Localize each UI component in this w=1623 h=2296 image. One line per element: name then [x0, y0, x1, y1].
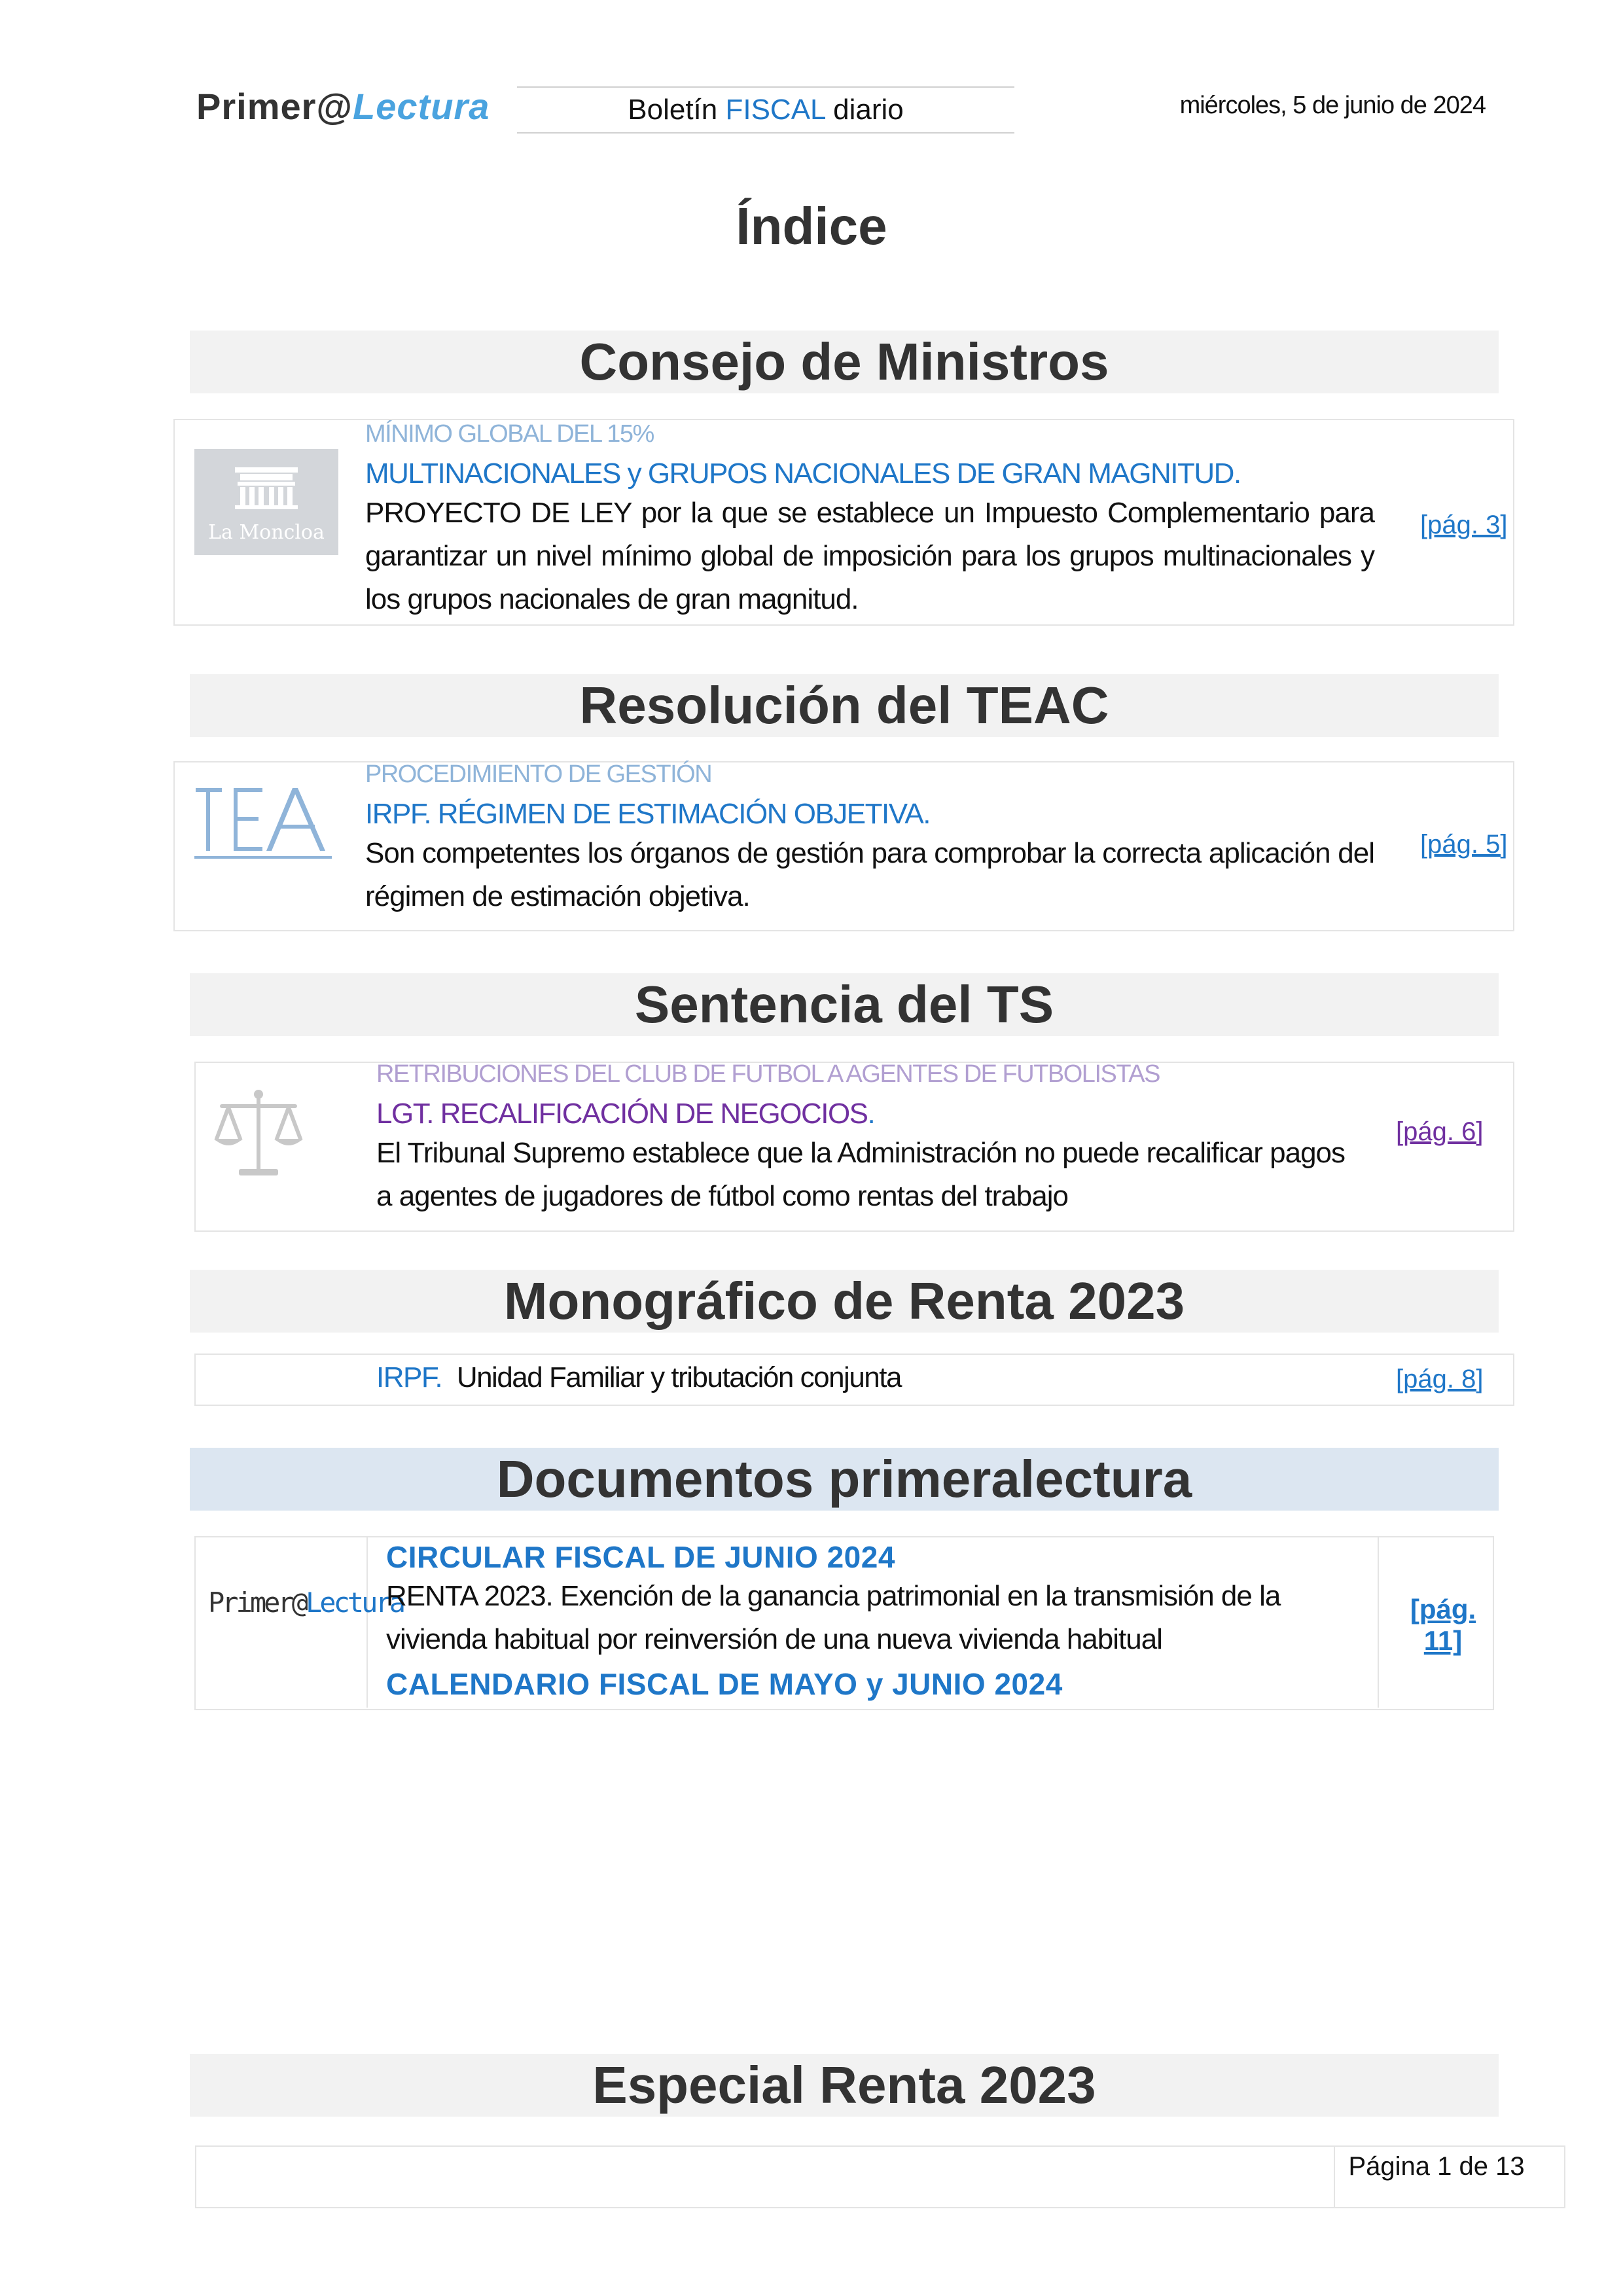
documentos-divider: [366, 1536, 368, 1708]
renta-text: Unidad Familiar y tributación conjunta: [456, 1361, 901, 1393]
scale-icon: [213, 1086, 304, 1185]
teac-kicker: PROCEDIMIENTO DE GESTIÓN: [365, 761, 712, 788]
section-title-consejo: Consejo de Ministros: [190, 331, 1499, 393]
calendario-link[interactable]: CALENDARIO FISCAL DE MAYO y JUNIO 2024: [386, 1667, 1063, 1701]
ts-body: El Tribunal Supremo establece que la Administración no puede recalificar pagos a agentes de jugadores de fútbol como rentas del trabajo: [376, 1137, 1346, 1212]
bulletin-accent: FISCAL: [725, 94, 825, 126]
renta-label[interactable]: IRPF.: [376, 1361, 442, 1393]
consejo-body: PROYECTO DE LEY por la que se establece un Impuesto Complementario para garantizar un nivel mínimo global de imposición para los grupos multinacionales y los grupos nacionales de gran magnitud.: [365, 497, 1374, 615]
ts-headline-end: .: [867, 1098, 875, 1130]
section-title-ts: Sentencia del TS: [190, 973, 1499, 1036]
page-title: Índice: [736, 197, 887, 255]
logo-part-primer: Primer@: [196, 86, 353, 127]
consejo-kicker: MÍNIMO GLOBAL DEL 15%: [365, 420, 654, 448]
teac-logo-icon: [194, 776, 332, 863]
ts-headline[interactable]: LGT. RECALIFICACIÓN DE NEGOCIOS: [376, 1098, 868, 1130]
page-link-5[interactable]: [pág. 5]: [1420, 830, 1508, 859]
ts-text: [376, 1060, 1358, 1218]
renta-row: [376, 1361, 901, 1394]
section-title-documentos: Documentos primeralectura: [190, 1448, 1499, 1511]
teac-headline[interactable]: IRPF. RÉGIMEN DE ESTIMACIÓN OBJETIVA.: [365, 798, 930, 830]
page-link-3[interactable]: [pág. 3]: [1420, 511, 1508, 539]
documentos-body: RENTA 2023. Exención de la ganancia patrimonial en la transmisión de la vivienda habitual por reinversión de una nueva vivienda habitual: [386, 1580, 1281, 1655]
tea-logo-icon: [194, 776, 332, 863]
bulletin-prefix: Boletín: [628, 94, 726, 126]
ts-headline-wrap: [376, 1098, 1358, 1130]
page-link-11-line2[interactable]: 11]: [1423, 1625, 1463, 1656]
documentos-logo: [208, 1584, 403, 1619]
moncloa-logo-icon: [194, 449, 338, 555]
bulletin-title: [517, 86, 1014, 134]
section-title-renta: Monográfico de Renta 2023: [190, 1270, 1499, 1333]
logo-part-lectura: Lectura: [353, 86, 490, 127]
page-link-11[interactable]: [1378, 1594, 1508, 1657]
page-link-11-line1[interactable]: [pág.: [1410, 1594, 1476, 1624]
consejo-text: [365, 420, 1374, 621]
page-number: Página 1 de 13: [1348, 2152, 1525, 2181]
page-link-8[interactable]: [pág. 8]: [1396, 1365, 1484, 1393]
documentos-logo-part2: Lectura: [306, 1587, 404, 1619]
teac-body: Son competentes los órganos de gestión para comprobar la correcta aplicación del régimen de estimación objetiva.: [365, 837, 1374, 912]
ts-kicker: RETRIBUCIONES DEL CLUB DE FUTBOL A AGENTES DE FUTBOLISTAS: [376, 1060, 1160, 1088]
section-title-teac: Resolución del TEAC: [190, 674, 1499, 737]
publication-date: miércoles, 5 de junio de 2024: [1179, 92, 1486, 119]
moncloa-logo-text: La Moncloa: [208, 521, 325, 544]
teac-text: [365, 761, 1374, 918]
page-link-6[interactable]: [pág. 6]: [1396, 1117, 1484, 1146]
consejo-headline[interactable]: MULTINACIONALES y GRUPOS NACIONALES DE GRAN MAGNITUD.: [365, 457, 1241, 490]
section-title-especial: Especial Renta 2023: [190, 2054, 1499, 2117]
documentos-logo-part1: Primer@: [208, 1587, 306, 1619]
bulletin-suffix: diario: [825, 94, 904, 126]
brand-logo: [196, 85, 490, 128]
circular-link[interactable]: CIRCULAR FISCAL DE JUNIO 2024: [386, 1540, 895, 1574]
documentos-text: [386, 1539, 1368, 1702]
